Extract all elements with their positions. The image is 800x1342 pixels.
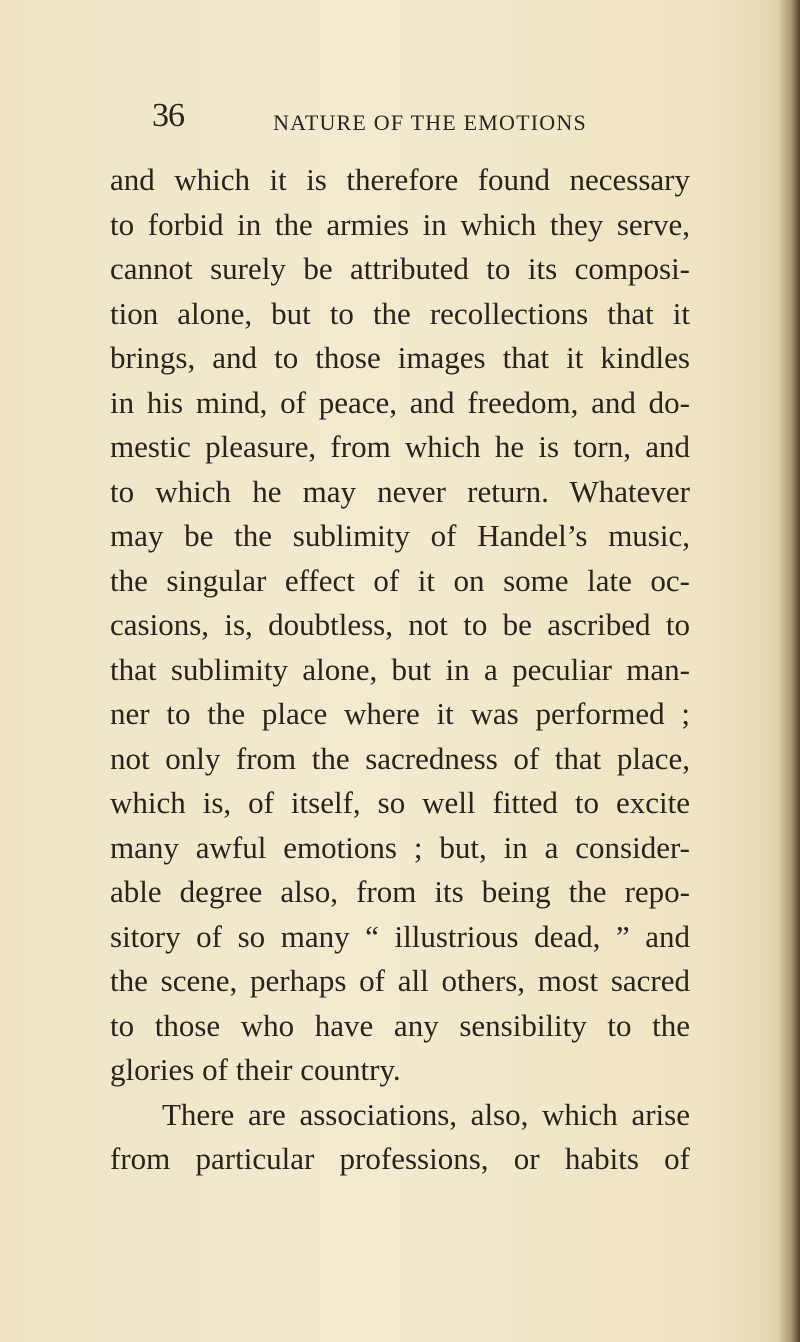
text-line: that sublimity alone, but in a peculiar man- <box>110 651 690 687</box>
text-line: casions, is, doubtless, not to be ascribed to <box>110 607 690 642</box>
text-line: able degree also, from its being the repo- <box>110 874 690 909</box>
text-line: from particular professions, or habits of <box>110 1141 690 1176</box>
page-number: 36 <box>152 97 184 134</box>
text-line: to forbid in the armies in which they serve, <box>110 206 690 242</box>
body-text <box>110 158 690 1182</box>
text-line: ner to the place where it was performed ; <box>110 696 690 731</box>
text-line: may be the sublimity of Handel’s music, <box>110 518 690 553</box>
page-edge-shadow <box>778 0 800 1342</box>
text-line: sitory of so many “ illustrious dead, ” and <box>110 918 690 954</box>
text-line: not only from the sacredness of that place, <box>110 740 690 776</box>
text-line: and which it is therefore found necessary <box>110 162 690 197</box>
paragraph-end-line: glories of their country. <box>110 1052 401 1087</box>
text-line: to which he may never return. Whatever <box>110 473 690 509</box>
text-line: tion alone, but to the recollections that it <box>110 295 690 331</box>
text-line: mestic pleasure, from which he is torn, and <box>110 429 690 464</box>
text-line: to those who have any sensibility to the <box>110 1007 690 1043</box>
text-line: the scene, perhaps of all others, most sacred <box>110 963 690 998</box>
text-line: in his mind, of peace, and freedom, and do- <box>110 384 690 420</box>
text-line: cannot surely be attributed to its composi- <box>110 251 690 286</box>
text-line: brings, and to those images that it kindles <box>110 340 690 375</box>
running-title: NATURE OF THE EMOTIONS <box>273 110 587 135</box>
text-line: which is, of itself, so well fitted to excite <box>110 785 690 820</box>
text-line: the singular effect of it on some late oc- <box>110 562 690 598</box>
paragraph-first-line: There are associations, also, which arise <box>162 1096 690 1132</box>
text-line: many awful emotions ; but, in a consider- <box>110 829 690 865</box>
